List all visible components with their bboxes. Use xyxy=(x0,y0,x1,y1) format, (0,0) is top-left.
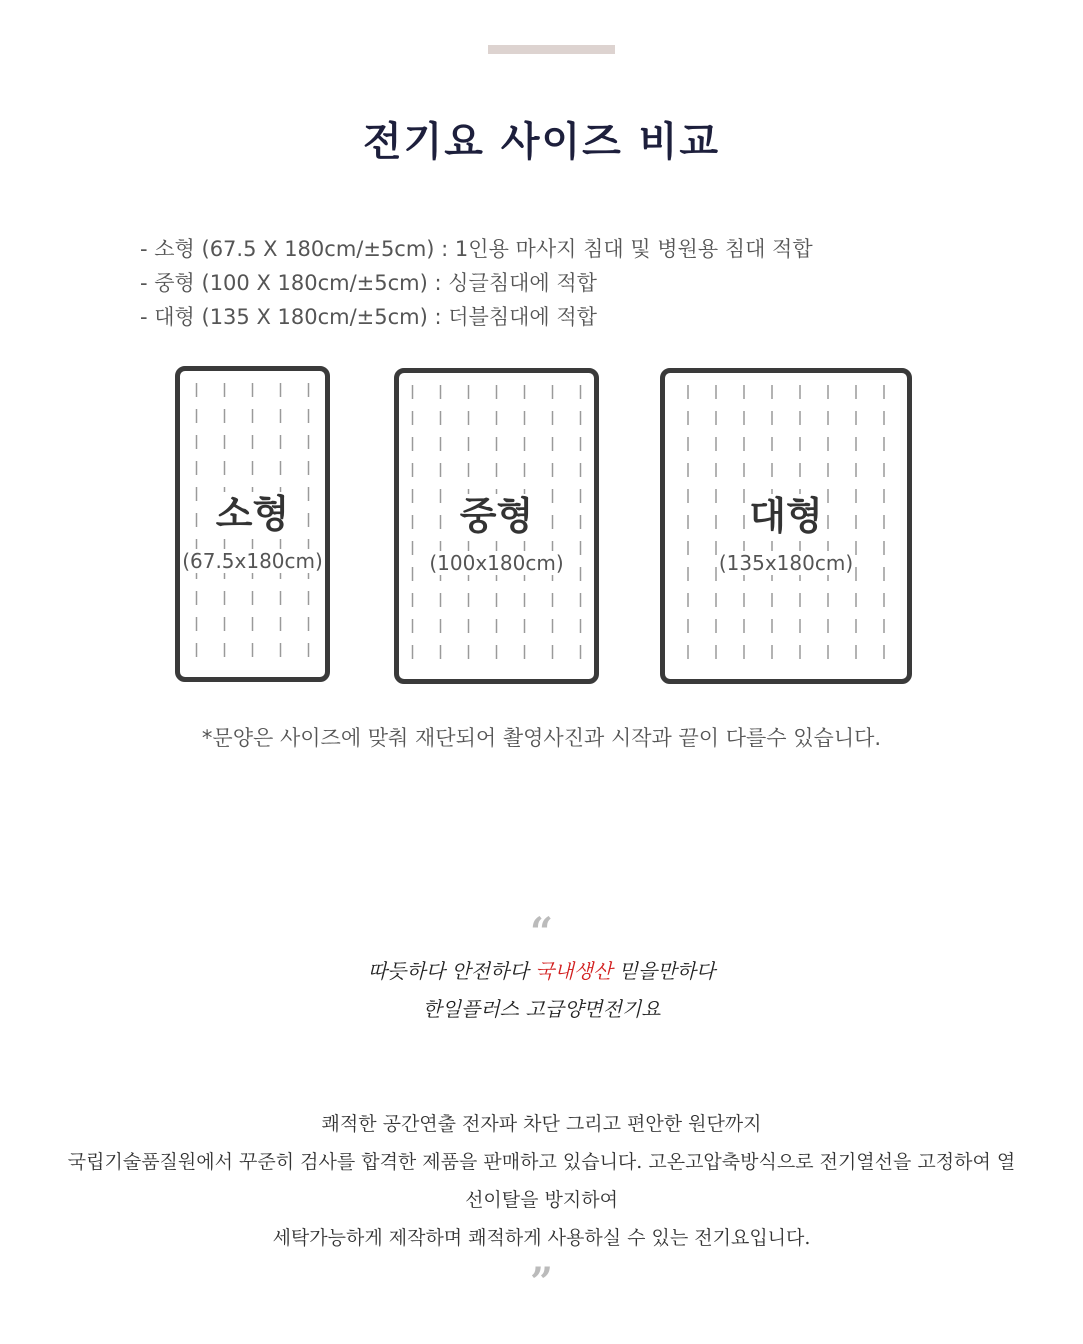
page-title: 전기요 사이즈 비교 xyxy=(363,119,720,165)
pad-large-dimensions: (135x180cm) xyxy=(718,551,854,575)
pad-small xyxy=(175,366,330,682)
size-spec-list xyxy=(140,232,813,334)
slogan-line-2: 한일플러스 고급양면전기요 xyxy=(422,997,661,1021)
top-divider-bar xyxy=(488,45,615,54)
pad-medium-dimensions: (100x180cm) xyxy=(429,551,564,575)
slogan-part-b: 믿을만하다 xyxy=(612,959,716,983)
open-quote-icon: “ xyxy=(529,909,553,956)
pad-small-dimensions: (67.5x180cm) xyxy=(182,549,323,573)
slogan-highlight: 국내생산 xyxy=(535,959,613,983)
description-text xyxy=(60,1105,1023,1257)
pad-small-label: 소형 xyxy=(215,492,290,536)
spec-small: - 소형 (67.5 X 180cm/±5cm) : 1인용 마사지 침대 및 병원용 침대 적합 xyxy=(140,237,813,261)
pad-medium-label: 중형 xyxy=(459,494,534,538)
pad-medium xyxy=(394,368,599,684)
slogan-line-1 xyxy=(0,952,1083,990)
description-line-3: 세탁가능하게 제작하며 쾌적하게 사용하실 수 있는 전기요입니다. xyxy=(272,1227,811,1249)
description-line-2: 국립기술품질원에서 꾸준히 검사를 합격한 제품을 판매하고 있습니다. 고온고압축방식으로 전기열선을 고정하여 열선이탈을 방지하여 xyxy=(67,1151,1016,1211)
pad-large xyxy=(660,368,912,684)
spec-medium: - 중형 (100 X 180cm/±5cm) : 싱글침대에 적합 xyxy=(140,271,597,295)
pattern-note: *문양은 사이즈에 맞춰 재단되어 촬영사진과 시작과 끝이 다를수 있습니다. xyxy=(201,726,882,750)
close-quote-icon: ” xyxy=(529,1259,553,1306)
slogan-part-a: 따듯하다 안전하다 xyxy=(367,959,536,983)
spec-large: - 대형 (135 X 180cm/±5cm) : 더블침대에 적합 xyxy=(140,305,597,329)
pad-large-label: 대형 xyxy=(749,494,823,538)
description-line-1: 쾌적한 공간연출 전자파 차단 그리고 편안한 원단까지 xyxy=(321,1113,762,1135)
